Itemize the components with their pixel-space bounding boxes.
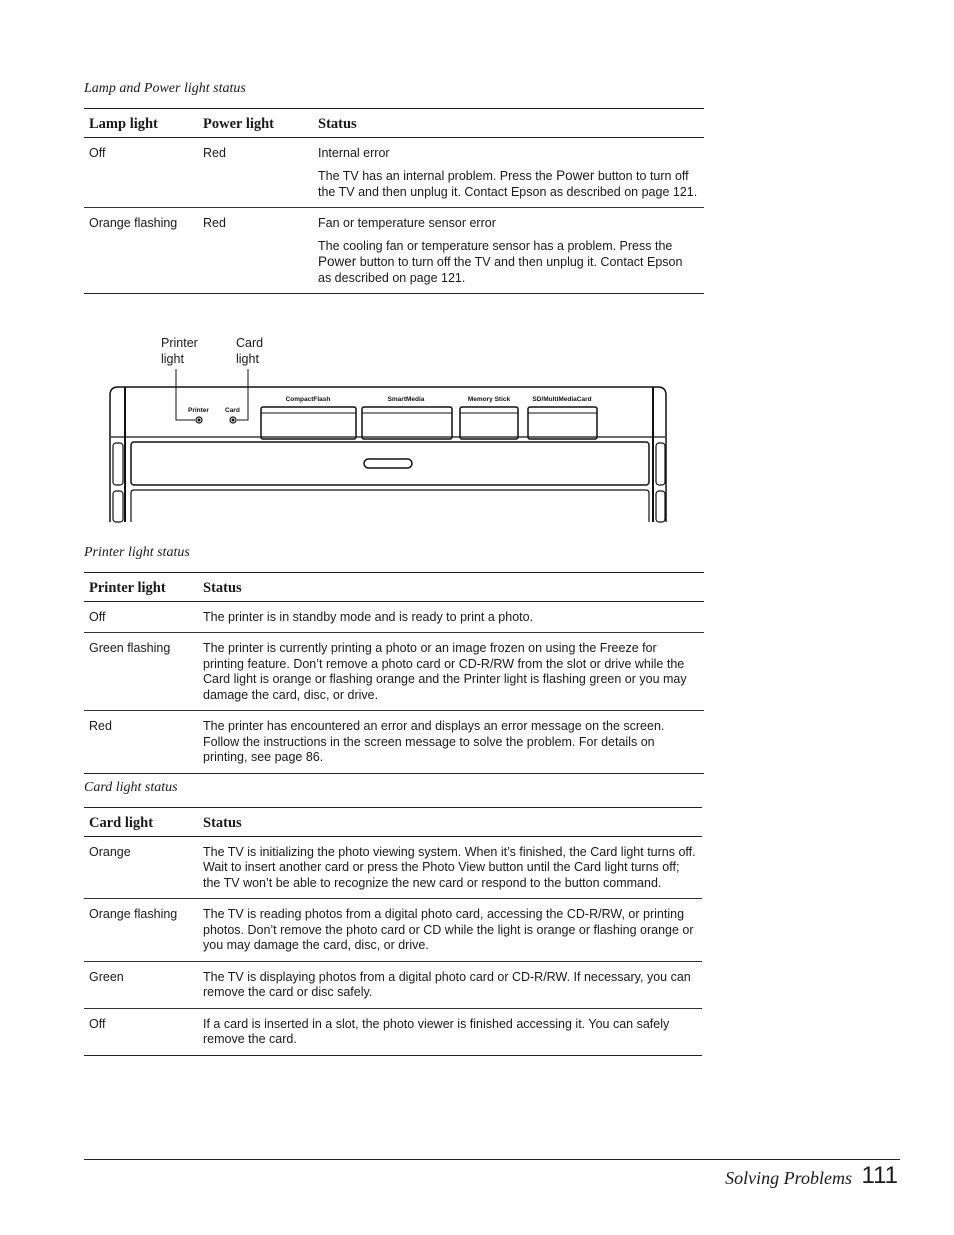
printer-light-cell: Green flashing	[84, 633, 198, 711]
table-header-row	[84, 573, 704, 602]
printer-light-callout: Printer light	[161, 336, 198, 366]
status-title: Fan or temperature sensor error	[318, 216, 496, 230]
column-header-status: Status	[313, 109, 704, 138]
printer-table-caption: Printer light status	[84, 545, 190, 560]
status-cell: The printer is currently printing a photo or an image frozen on using the Freeze for printing feature. Don’t remove a photo card or CD-R/RW from the slot or drive while the Card light is orange or flashing orange and the Printer light is flashing green or you may damage the card, disc, or drive.	[198, 633, 704, 711]
table-row	[84, 137, 704, 208]
card-light-cell: Orange	[84, 836, 198, 899]
table-row	[84, 836, 702, 899]
column-header-card-light: Card light	[84, 808, 198, 837]
status-title: Internal error	[318, 145, 390, 160]
table-row	[84, 633, 704, 711]
slot-label-compactflash: CompactFlash	[285, 396, 331, 403]
power-button-name: Power	[556, 168, 595, 183]
card-table-caption: Card light status	[84, 780, 178, 795]
slot-label-sd-multimediacard: SD/MultiMediaCard	[532, 396, 592, 403]
table-row	[84, 601, 704, 633]
table-row	[84, 961, 702, 1008]
power-light-cell: Red	[198, 208, 313, 294]
page-number: 111	[861, 1162, 898, 1189]
printer-light-status-table	[84, 572, 704, 774]
printer-light-cell: Red	[84, 711, 198, 774]
table-row	[84, 711, 704, 774]
footer-section-title: Solving Problems	[725, 1168, 852, 1188]
table-row	[84, 208, 704, 294]
table-header-row	[84, 808, 702, 837]
card-light-cell: Orange flashing	[84, 899, 198, 962]
footer-rule	[84, 1159, 900, 1160]
column-header-status: Status	[198, 808, 702, 837]
status-cell: The TV is reading photos from a digital photo card, accessing the CD-R/RW, or printing photos. Don’t remove the photo card or CD while the light is orange or flashing orange or you may damage the card, disc, or drive.	[198, 899, 702, 962]
table-row	[84, 899, 702, 962]
table-row	[84, 1008, 702, 1055]
column-header-status: Status	[198, 573, 704, 602]
lamp-table-caption: Lamp and Power light status	[84, 81, 246, 96]
card-light-callout: Card light	[236, 336, 264, 366]
status-cell: The TV is initializing the photo viewing system. When it’s finished, the Card light turns off. Wait to insert another card or press the Photo View button until the Card light turns off; the TV won’t be able to recognize the new card or respond to the button command.	[198, 836, 702, 899]
column-header-printer-light: Printer light	[84, 573, 198, 602]
power-button-name: Power	[318, 254, 357, 269]
slot-label-memory-stick: Memory Stick	[467, 396, 511, 403]
lamp-light-cell: Orange flashing	[84, 208, 198, 294]
power-light-cell: Red	[198, 137, 313, 208]
status-cell	[313, 137, 704, 208]
status-cell: The printer is in standby mode and is ready to print a photo.	[198, 601, 704, 633]
panel-illustration	[108, 335, 668, 525]
status-cell: The printer has encountered an error and displays an error message on the screen. Follow the instructions in the screen message to solve the problem. For details on printing, see page 86.	[198, 711, 704, 774]
printer-light-cell: Off	[84, 601, 198, 633]
front-panel-diagram	[108, 335, 668, 525]
card-light-cell: Green	[84, 961, 198, 1008]
status-cell	[313, 208, 704, 294]
lamp-power-status-table	[84, 108, 704, 294]
status-description: The TV has an internal problem. Press the Power button to turn off the TV and then unplug it. Contact Epson as described on page 121.	[318, 168, 698, 199]
card-light-cell: Off	[84, 1008, 198, 1055]
lamp-light-cell: Off	[84, 137, 198, 208]
card-light-status-table	[84, 807, 702, 1056]
status-description: The cooling fan or temperature sensor has a problem. Press the Power button to turn off the TV and then unplug it. Contact Epson as described on page 121.	[318, 238, 683, 285]
status-cell: If a card is inserted in a slot, the photo viewer is finished accessing it. You can safely remove the card.	[198, 1008, 702, 1055]
slot-label-smartmedia: SmartMedia	[387, 396, 425, 403]
panel-label-printer: Printer	[188, 407, 209, 414]
table-header-row	[84, 109, 704, 138]
status-cell: The TV is displaying photos from a digital photo card or CD-R/RW. If necessary, you can remove the card or disc safely.	[198, 961, 702, 1008]
column-header-power-light: Power light	[198, 109, 313, 138]
column-header-lamp-light: Lamp light	[84, 109, 198, 138]
panel-label-card: Card	[225, 407, 240, 414]
